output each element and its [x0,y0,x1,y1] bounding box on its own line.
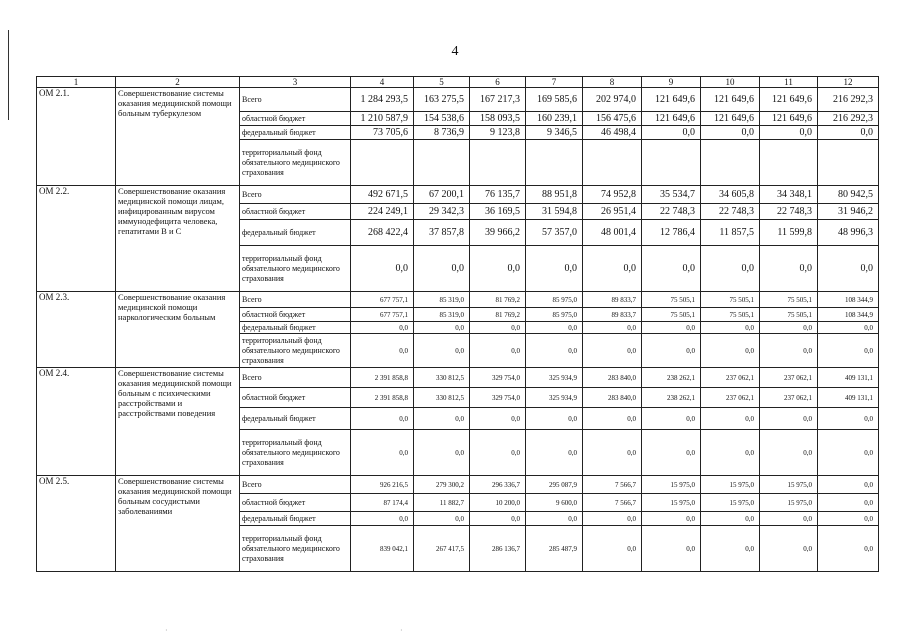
value-cell: 0,0 [526,334,583,368]
value-cell: 409 131,1 [818,388,879,408]
value-cell: 74 952,8 [583,186,642,204]
value-cell: 0,0 [760,246,818,292]
value-cell: 75 505,1 [701,308,760,322]
value-cell: 85 319,0 [414,292,470,308]
value-cell: 0,0 [583,322,642,334]
value-cell: 279 300,2 [414,476,470,494]
value-cell: 34 605,8 [701,186,760,204]
value-cell: 15 975,0 [701,494,760,512]
funding-source-label: территориальный фонд обязательного медицинского страхования [240,246,351,292]
value-cell: 295 087,9 [526,476,583,494]
value-cell: 0,0 [642,334,701,368]
value-cell: 286 136,7 [470,526,526,572]
value-cell: 88 951,8 [526,186,583,204]
value-cell: 36 169,5 [470,204,526,220]
value-cell: 216 292,3 [818,88,879,112]
value-cell: 121 649,6 [642,88,701,112]
value-cell: 10 200,0 [470,494,526,512]
value-cell: 0,0 [642,322,701,334]
funding-source-label: федеральный бюджет [240,408,351,430]
value-cell: 121 649,6 [701,112,760,126]
measure-code: ОМ 2.2. [37,186,116,292]
value-cell: 0,0 [701,322,760,334]
value-cell: 0,0 [818,526,879,572]
value-cell: 224 249,1 [351,204,414,220]
value-cell: 0,0 [760,526,818,572]
value-cell: 22 748,3 [642,204,701,220]
value-cell: 325 934,9 [526,388,583,408]
measure-name: Совершенствование системы оказания медицинской помощи больным с психическими расстройствами и расстройствами поведения [116,368,240,476]
value-cell: 283 840,0 [583,388,642,408]
value-cell: 154 538,6 [414,112,470,126]
value-cell: 89 833,7 [583,292,642,308]
value-cell: 0,0 [760,408,818,430]
funding-source-label: Всего [240,476,351,494]
measure-name: Совершенствование системы оказания медицинской помощи больным сосудистыми заболеваниями [116,476,240,572]
value-cell: 0,0 [701,526,760,572]
value-cell: 0,0 [642,126,701,140]
funding-source-label: областной бюджет [240,308,351,322]
column-header: 1 [37,77,116,88]
value-cell: 0,0 [351,246,414,292]
value-cell: 75 505,1 [642,292,701,308]
value-cell: 0,0 [760,322,818,334]
value-cell: 0,0 [818,476,879,494]
value-cell: 26 951,4 [583,204,642,220]
value-cell: 283 840,0 [583,368,642,388]
value-cell: 89 833,7 [583,308,642,322]
value-cell: 268 422,4 [351,220,414,246]
value-cell: 67 200,1 [414,186,470,204]
funding-source-label: Всего [240,292,351,308]
value-cell: 9 600,0 [526,494,583,512]
value-cell: 48 996,3 [818,220,879,246]
value-cell: 0,0 [642,408,701,430]
value-cell: 0,0 [470,430,526,476]
value-cell: 15 975,0 [760,494,818,512]
value-cell [760,140,818,186]
funding-source-label: Всего [240,368,351,388]
value-cell: 0,0 [526,322,583,334]
value-cell: 75 505,1 [760,308,818,322]
column-header: 8 [583,77,642,88]
value-cell: 285 487,9 [526,526,583,572]
value-cell: 29 342,3 [414,204,470,220]
value-cell: 0,0 [414,512,470,526]
value-cell: 108 344,9 [818,292,879,308]
value-cell: 0,0 [526,512,583,526]
value-cell: 677 757,1 [351,308,414,322]
value-cell [414,140,470,186]
value-cell: 75 505,1 [701,292,760,308]
column-header: 12 [818,77,879,88]
value-cell: 75 505,1 [642,308,701,322]
value-cell: 0,0 [351,430,414,476]
value-cell: 216 292,3 [818,112,879,126]
value-cell: 0,0 [583,408,642,430]
value-cell: 80 942,5 [818,186,879,204]
value-cell: 0,0 [642,526,701,572]
value-cell: 409 131,1 [818,368,879,388]
value-cell: 0,0 [818,494,879,512]
value-cell: 39 966,2 [470,220,526,246]
value-cell: 0,0 [526,430,583,476]
funding-source-label: Всего [240,186,351,204]
measure-code: ОМ 2.4. [37,368,116,476]
value-cell: 325 934,9 [526,368,583,388]
value-cell: 0,0 [701,246,760,292]
value-cell: 0,0 [414,430,470,476]
value-cell: 0,0 [818,322,879,334]
value-cell: 108 344,9 [818,308,879,322]
value-cell: 85 975,0 [526,292,583,308]
value-cell: 0,0 [818,334,879,368]
column-header: 6 [470,77,526,88]
value-cell: 926 216,5 [351,476,414,494]
value-cell: 0,0 [760,126,818,140]
left-margin-line [8,30,9,120]
table-row [37,292,879,308]
value-cell: 121 649,6 [701,88,760,112]
funding-source-label: областной бюджет [240,112,351,126]
value-cell: 2 391 858,8 [351,368,414,388]
column-header: 10 [701,77,760,88]
value-cell: 296 336,7 [470,476,526,494]
value-cell: 237 062,1 [701,368,760,388]
value-cell: 57 357,0 [526,220,583,246]
funding-source-label: территориальный фонд обязательного медицинского страхования [240,526,351,572]
value-cell: 267 417,5 [414,526,470,572]
value-cell [701,140,760,186]
value-cell: 0,0 [642,430,701,476]
value-cell: 8 736,9 [414,126,470,140]
value-cell: 11 857,5 [701,220,760,246]
value-cell: 0,0 [583,334,642,368]
value-cell: 37 857,8 [414,220,470,246]
column-header: 9 [642,77,701,88]
value-cell: 22 748,3 [760,204,818,220]
value-cell: 169 585,6 [526,88,583,112]
budget-table [36,76,879,572]
value-cell: 329 754,0 [470,368,526,388]
value-cell: 0,0 [701,512,760,526]
page-number: 4 [451,44,459,59]
value-cell: 0,0 [701,334,760,368]
scan-artifact: · [165,626,168,635]
value-cell: 1 284 293,5 [351,88,414,112]
column-header: 7 [526,77,583,88]
value-cell: 85 975,0 [526,308,583,322]
value-cell: 15 975,0 [760,476,818,494]
value-cell: 7 566,7 [583,494,642,512]
funding-source-label: федеральный бюджет [240,220,351,246]
value-cell: 0,0 [583,246,642,292]
value-cell: 0,0 [701,430,760,476]
value-cell [351,140,414,186]
funding-source-label: федеральный бюджет [240,512,351,526]
value-cell: 0,0 [701,408,760,430]
measure-name: Совершенствование системы оказания медицинской помощи больным туберкулезом [116,88,240,186]
value-cell: 0,0 [701,126,760,140]
value-cell [818,140,879,186]
value-cell: 81 769,2 [470,308,526,322]
value-cell: 163 275,5 [414,88,470,112]
value-cell: 329 754,0 [470,388,526,408]
value-cell: 35 534,7 [642,186,701,204]
value-cell: 0,0 [470,408,526,430]
value-cell: 0,0 [470,334,526,368]
value-cell: 0,0 [414,334,470,368]
table-row [37,476,879,494]
value-cell: 330 812,5 [414,368,470,388]
value-cell: 1 210 587,9 [351,112,414,126]
value-cell: 31 946,2 [818,204,879,220]
funding-source-label: Всего [240,88,351,112]
value-cell: 0,0 [642,512,701,526]
value-cell: 237 062,1 [760,368,818,388]
value-cell [526,140,583,186]
measure-name: Совершенствование оказания медицинской помощи наркологическим больным [116,292,240,368]
value-cell: 0,0 [760,512,818,526]
column-header: 3 [240,77,351,88]
value-cell: 11 599,8 [760,220,818,246]
value-cell: 7 566,7 [583,476,642,494]
value-cell: 0,0 [414,408,470,430]
value-cell: 0,0 [414,246,470,292]
value-cell: 0,0 [642,246,701,292]
column-header: 4 [351,77,414,88]
measure-code: ОМ 2.1. [37,88,116,186]
value-cell: 0,0 [470,512,526,526]
value-cell [583,140,642,186]
funding-source-label: территориальный фонд обязательного медицинского страхования [240,334,351,368]
value-cell: 202 974,0 [583,88,642,112]
value-cell: 73 705,6 [351,126,414,140]
funding-source-label: областной бюджет [240,388,351,408]
value-cell: 9 123,8 [470,126,526,140]
funding-source-label: федеральный бюджет [240,322,351,334]
value-cell: 238 262,1 [642,368,701,388]
funding-source-label: областной бюджет [240,204,351,220]
column-header: 5 [414,77,470,88]
column-header: 11 [760,77,818,88]
value-cell: 46 498,4 [583,126,642,140]
value-cell: 75 505,1 [760,292,818,308]
value-cell: 330 812,5 [414,388,470,408]
funding-source-label: федеральный бюджет [240,126,351,140]
scan-artifact: · [400,626,403,635]
value-cell: 492 671,5 [351,186,414,204]
value-cell: 85 319,0 [414,308,470,322]
measure-code: ОМ 2.3. [37,292,116,368]
value-cell: 2 391 858,8 [351,388,414,408]
value-cell: 0,0 [526,246,583,292]
value-cell: 15 975,0 [701,476,760,494]
value-cell [642,140,701,186]
value-cell: 0,0 [818,430,879,476]
value-cell: 81 769,2 [470,292,526,308]
value-cell: 156 475,6 [583,112,642,126]
value-cell: 0,0 [470,322,526,334]
budget-table-body [37,77,879,572]
table-row [37,186,879,204]
value-cell: 0,0 [818,512,879,526]
value-cell: 0,0 [818,408,879,430]
value-cell: 0,0 [818,126,879,140]
value-cell: 0,0 [583,526,642,572]
value-cell: 15 975,0 [642,494,701,512]
value-cell: 22 748,3 [701,204,760,220]
value-cell: 121 649,6 [760,112,818,126]
value-cell: 839 042,1 [351,526,414,572]
value-cell: 48 001,4 [583,220,642,246]
value-cell: 0,0 [351,408,414,430]
value-cell: 0,0 [760,334,818,368]
table-row [37,88,879,112]
value-cell: 160 239,1 [526,112,583,126]
value-cell: 0,0 [526,408,583,430]
value-cell: 31 594,8 [526,204,583,220]
value-cell: 0,0 [351,334,414,368]
value-cell: 0,0 [351,322,414,334]
column-header: 2 [116,77,240,88]
funding-source-label: областной бюджет [240,494,351,512]
value-cell: 0,0 [760,430,818,476]
value-cell: 167 217,3 [470,88,526,112]
value-cell: 158 093,5 [470,112,526,126]
measure-name: Совершенствование оказания медицинской помощи лицам, инфицированным вирусом иммунодефицита человека, гепатитами В и С [116,186,240,292]
value-cell: 12 786,4 [642,220,701,246]
value-cell [470,140,526,186]
value-cell: 237 062,1 [701,388,760,408]
value-cell: 87 174,4 [351,494,414,512]
value-cell: 0,0 [470,246,526,292]
value-cell: 238 262,1 [642,388,701,408]
header-row [37,77,879,88]
table-row [37,368,879,388]
funding-source-label: территориальный фонд обязательного медицинского страхования [240,430,351,476]
value-cell: 0,0 [583,512,642,526]
value-cell: 237 062,1 [760,388,818,408]
funding-source-label: территориальный фонд обязательного медицинского страхования [240,140,351,186]
value-cell: 11 882,7 [414,494,470,512]
value-cell: 76 135,7 [470,186,526,204]
value-cell: 34 348,1 [760,186,818,204]
value-cell: 0,0 [583,430,642,476]
value-cell: 121 649,6 [642,112,701,126]
value-cell: 0,0 [351,512,414,526]
value-cell: 9 346,5 [526,126,583,140]
measure-code: ОМ 2.5. [37,476,116,572]
value-cell: 0,0 [818,246,879,292]
value-cell: 15 975,0 [642,476,701,494]
value-cell: 0,0 [414,322,470,334]
value-cell: 121 649,6 [760,88,818,112]
value-cell: 677 757,1 [351,292,414,308]
